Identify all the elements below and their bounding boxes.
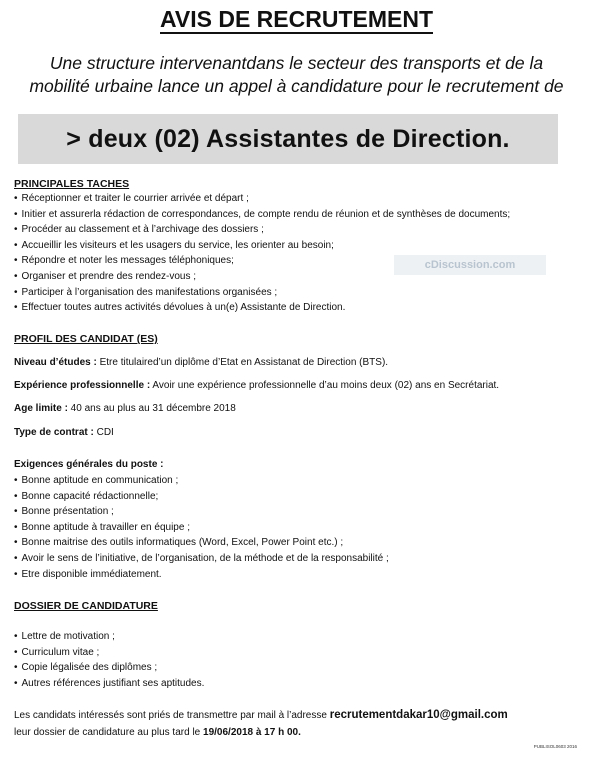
list-item: • Bonne présentation ; xyxy=(14,504,389,520)
email-address: recrutementdakar10@gmail.com xyxy=(329,709,508,721)
list-item: • Lettre de motivation ; xyxy=(14,629,204,645)
list-item: • Bonne aptitude en communication ; xyxy=(14,473,389,489)
niveau-value: Etre titulaired’un diplôme d’Etat en Assistanat de Direction (BTS). xyxy=(96,357,389,368)
list-item: • Bonne maitrise des outils informatiques (Word, Excel, Power Point etc.) ; xyxy=(14,535,389,551)
list-item: • Autres références justifiant ses aptitudes. xyxy=(14,676,204,692)
position-banner: > deux (02) Assistantes de Direction. xyxy=(18,114,558,164)
exigences-heading: Exigences générales du poste : xyxy=(14,459,164,470)
closing-line-1: Les candidats intéressés sont priés de transmettre par mail à l’adresse recrutementdakar10@gmail.com xyxy=(14,709,508,721)
list-item: • Copie légalisée des diplômes ; xyxy=(14,660,204,676)
niveau-etudes xyxy=(14,357,388,368)
contrat-value: CDI xyxy=(93,427,114,438)
list-item: • Initier et assurerla rédaction de correspondances, de compte rendu de réunion et de synthèses de documents; xyxy=(14,207,510,223)
list-item: • Réceptionner et traiter le courrier arrivée et départ ; xyxy=(14,191,510,207)
list-item: • Bonne aptitude à travailler en équipe ; xyxy=(14,520,389,536)
list-item: • Avoir le sens de l’initiative, de l’organisation, de la méthode et de la responsabilité ; xyxy=(14,551,389,567)
exigences-list xyxy=(14,473,389,582)
experience-professionnelle xyxy=(14,380,499,391)
section-heading-dossier: DOSSIER DE CANDIDATURE xyxy=(14,600,158,612)
experience-value: Avoir une expérience professionnelle d’au moins deux (02) ans en Secrétariat. xyxy=(150,380,500,391)
section-heading-taches: PRINCIPALES TACHES xyxy=(14,178,130,190)
list-item: • Participer à l’organisation des manifestations organisées ; xyxy=(14,285,510,301)
intro-line-1: Une structure intervenantdans le secteur des transports et de la xyxy=(49,53,544,73)
closing-instructions xyxy=(14,707,508,741)
contrat-label: Type de contrat : xyxy=(14,427,94,438)
list-item: • Effectuer toutes autres activités dévolues à un(e) Assistante de Direction. xyxy=(14,300,510,316)
reference-code: PUBLISOL0603 2016 xyxy=(533,744,577,749)
dossier-list xyxy=(14,629,204,691)
section-heading-profil: PROFIL DES CANDIDAT (ES) xyxy=(14,333,158,345)
intro-text xyxy=(20,52,573,98)
niveau-label: Niveau d’études : xyxy=(14,357,97,368)
deadline: 19/06/2018 à 17 h 00. xyxy=(203,727,301,738)
list-item: • Accueillir les visiteurs et les usagers du service, les orienter au besoin; xyxy=(14,238,510,254)
list-item: • Organiser et prendre des rendez-vous ; xyxy=(14,269,510,285)
age-value: 40 ans au plus au 31 décembre 2018 xyxy=(67,403,236,414)
watermark: cDiscussion.com xyxy=(394,255,546,275)
page-title: AVIS DE RECRUTEMENT xyxy=(159,6,434,32)
list-item: • Etre disponible immédiatement. xyxy=(14,567,389,583)
type-contrat xyxy=(14,427,114,438)
closing-line-2: leur dossier de candidature au plus tard le 19/06/2018 à 17 h 00. xyxy=(14,727,301,738)
list-item: • Procéder au classement et à l’archivage des dossiers ; xyxy=(14,222,510,238)
list-item: • Curriculum vitae ; xyxy=(14,645,204,661)
intro-line-2: mobilité urbaine lance un appel à candidature pour le recrutement de xyxy=(29,76,564,96)
list-item: • Répondre et noter les messages téléphoniques; xyxy=(14,253,510,269)
age-label: Age limite : xyxy=(14,403,68,414)
taches-list xyxy=(14,191,510,316)
list-item: • Bonne capacité rédactionnelle; xyxy=(14,489,389,505)
experience-label: Expérience professionnelle : xyxy=(14,380,151,391)
age-limite xyxy=(14,403,236,414)
